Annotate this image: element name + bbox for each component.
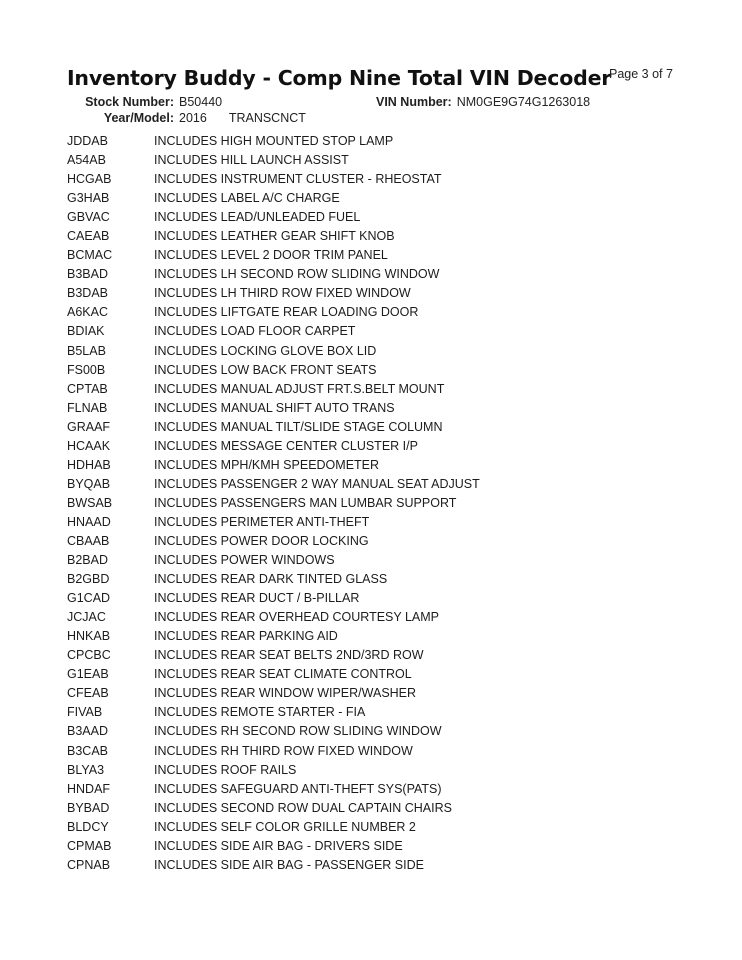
option-code: CPMAB (67, 838, 112, 853)
option-row (67, 227, 707, 246)
option-code: JDDAB (67, 134, 108, 148)
option-row (67, 170, 707, 189)
option-row (67, 246, 707, 265)
option-description: INCLUDES LABEL A/C CHARGE (154, 191, 340, 206)
option-code: BYQAB (67, 476, 111, 491)
option-code: CPTAB (67, 381, 108, 396)
option-code: GRAAF (67, 419, 111, 434)
option-description: INCLUDES MANUAL ADJUST FRT.S.BELT MOUNT (154, 381, 445, 396)
option-description: INCLUDES ROOF RAILS (154, 762, 297, 777)
option-row (67, 342, 707, 361)
option-code: B2BAD (67, 553, 108, 568)
option-code: CAEAB (67, 229, 110, 244)
option-code: BYBAD (67, 800, 110, 815)
option-row (67, 532, 707, 551)
option-description: INCLUDES POWER WINDOWS (154, 553, 335, 568)
option-row (67, 494, 707, 513)
option-description: INCLUDES SIDE AIR BAG - PASSENGER SIDE (154, 857, 424, 872)
option-row (67, 570, 707, 589)
option-description: INCLUDES RH THIRD ROW FIXED WINDOW (154, 743, 413, 758)
option-row (67, 799, 707, 818)
option-description: INCLUDES INSTRUMENT CLUSTER - RHEOSTAT (154, 172, 442, 187)
option-description: INCLUDES PASSENGERS MAN LUMBAR SUPPORT (154, 495, 457, 510)
year-model-field (67, 111, 306, 125)
option-description: INCLUDES REAR WINDOW WIPER/WASHER (154, 686, 417, 701)
option-code: GBVAC (67, 210, 110, 225)
option-code: B3AAD (67, 724, 108, 739)
option-row (67, 380, 707, 399)
option-code: FS00B (67, 362, 106, 377)
option-description: INCLUDES REAR DARK TINTED GLASS (154, 572, 388, 587)
option-code: B3DAB (67, 286, 108, 301)
option-description: INCLUDES LEAD/UNLEADED FUEL (154, 210, 361, 225)
stock-number-field (67, 95, 222, 109)
option-row (67, 818, 707, 837)
option-description: INCLUDES MPH/KMH SPEEDOMETER (154, 457, 380, 472)
option-description: INCLUDES SECOND ROW DUAL CAPTAIN CHAIRS (154, 800, 452, 815)
option-code: A6KAC (67, 305, 108, 320)
option-description: INCLUDES SELF COLOR GRILLE NUMBER 2 (154, 819, 416, 834)
option-row (67, 837, 707, 856)
vin-number-field (376, 95, 590, 109)
option-description: INCLUDES LOW BACK FRONT SEATS (154, 362, 377, 377)
option-description: INCLUDES POWER DOOR LOCKING (154, 533, 369, 548)
option-code: FLNAB (67, 400, 108, 415)
option-description: INCLUDES LIFTGATE REAR LOADING DOOR (154, 305, 419, 320)
option-description: INCLUDES SIDE AIR BAG - DRIVERS SIDE (154, 838, 403, 853)
option-row (67, 646, 707, 665)
option-description: INCLUDES REAR OVERHEAD COURTESY LAMP (154, 610, 440, 625)
option-code: JCJAC (67, 610, 106, 625)
vin-number-label: VIN Number: (376, 95, 452, 109)
option-code: FIVAB (67, 705, 103, 720)
option-row (67, 684, 707, 703)
option-description: INCLUDES LEATHER GEAR SHIFT KNOB (154, 229, 395, 244)
option-description: INCLUDES LOAD FLOOR CARPET (154, 324, 356, 339)
option-description: INCLUDES LH SECOND ROW SLIDING WINDOW (154, 267, 440, 282)
stock-number-label: Stock Number: (85, 95, 174, 109)
option-row (67, 437, 707, 456)
year-model-label: Year/Model: (103, 111, 174, 125)
option-row (67, 322, 707, 341)
option-row (67, 456, 707, 475)
option-code: B5LAB (67, 343, 106, 358)
option-row (67, 665, 707, 684)
option-description: INCLUDES LH THIRD ROW FIXED WINDOW (154, 286, 411, 301)
option-description: INCLUDES PASSENGER 2 WAY MANUAL SEAT ADJUST (154, 476, 480, 491)
option-description: INCLUDES REAR SEAT BELTS 2ND/3RD ROW (154, 648, 424, 663)
option-row (67, 551, 707, 570)
page-number: Page 3 of 7 (609, 67, 673, 81)
option-code: HDHAB (67, 457, 111, 472)
option-description: INCLUDES HIGH MOUNTED STOP LAMP (154, 134, 394, 148)
option-row (67, 589, 707, 608)
option-row (67, 399, 707, 418)
vin-number-value: NM0GE9G74G1263018 (456, 95, 591, 109)
option-code: B3BAD (67, 267, 108, 282)
option-row (67, 303, 707, 322)
option-row (67, 361, 707, 380)
option-code: CPNAB (67, 857, 111, 872)
option-description: INCLUDES MANUAL SHIFT AUTO TRANS (154, 400, 395, 415)
option-row (67, 513, 707, 532)
year-value: 2016 (179, 111, 207, 125)
option-code: A54AB (67, 153, 106, 168)
option-code: HCAAK (67, 438, 111, 453)
option-code: HCGAB (67, 172, 112, 187)
option-description: INCLUDES REMOTE STARTER - FIA (154, 705, 366, 720)
option-row (67, 151, 707, 170)
option-code: G1EAB (67, 667, 109, 682)
option-code: BLYA3 (67, 762, 105, 777)
option-description: INCLUDES RH SECOND ROW SLIDING WINDOW (154, 724, 442, 739)
option-row (67, 132, 707, 151)
option-code: G3HAB (67, 191, 110, 206)
option-row (67, 284, 707, 303)
option-code: BDIAK (67, 324, 105, 339)
option-code: BLDCY (67, 819, 109, 834)
option-description: INCLUDES MANUAL TILT/SLIDE STAGE COLUMN (154, 419, 443, 434)
option-description: INCLUDES MESSAGE CENTER CLUSTER I/P (154, 438, 418, 453)
stock-number-value: B50440 (179, 95, 223, 109)
option-row (67, 265, 707, 284)
option-description: INCLUDES REAR SEAT CLIMATE CONTROL (154, 667, 412, 682)
option-code: G1CAD (67, 591, 111, 606)
option-description: INCLUDES LEVEL 2 DOOR TRIM PANEL (154, 248, 388, 263)
option-row (67, 189, 707, 208)
option-code: CPCBC (67, 648, 111, 663)
option-row (67, 608, 707, 627)
option-description: INCLUDES HILL LAUNCH ASSIST (154, 153, 349, 168)
option-row (67, 703, 707, 722)
option-row (67, 780, 707, 799)
option-description: INCLUDES PERIMETER ANTI-THEFT (154, 514, 370, 529)
option-code: B2GBD (67, 572, 110, 587)
option-row (67, 722, 707, 741)
option-description: INCLUDES LOCKING GLOVE BOX LID (154, 343, 377, 358)
option-row (67, 856, 707, 875)
option-code-list (67, 132, 707, 875)
option-code: BWSAB (67, 495, 113, 510)
option-code: B3CAB (67, 743, 108, 758)
option-row (67, 742, 707, 761)
option-description: INCLUDES REAR PARKING AID (154, 629, 338, 644)
option-code: HNDAF (67, 781, 111, 796)
model-value: TRANSCNCT (228, 111, 306, 125)
option-row (67, 475, 707, 494)
option-code: BCMAC (67, 248, 113, 263)
option-code: CFEAB (67, 686, 109, 701)
option-code: HNKAB (67, 629, 111, 644)
option-row (67, 418, 707, 437)
option-row (67, 208, 707, 227)
option-code: CBAAB (67, 533, 110, 548)
option-code: HNAAD (67, 514, 111, 529)
option-description: INCLUDES REAR DUCT / B-PILLAR (154, 591, 360, 606)
option-row (67, 761, 707, 780)
page-title: Inventory Buddy - Comp Nine Total VIN Decoder (67, 66, 612, 90)
option-row (67, 627, 707, 646)
option-description: INCLUDES SAFEGUARD ANTI-THEFT SYS(PATS) (154, 781, 442, 796)
